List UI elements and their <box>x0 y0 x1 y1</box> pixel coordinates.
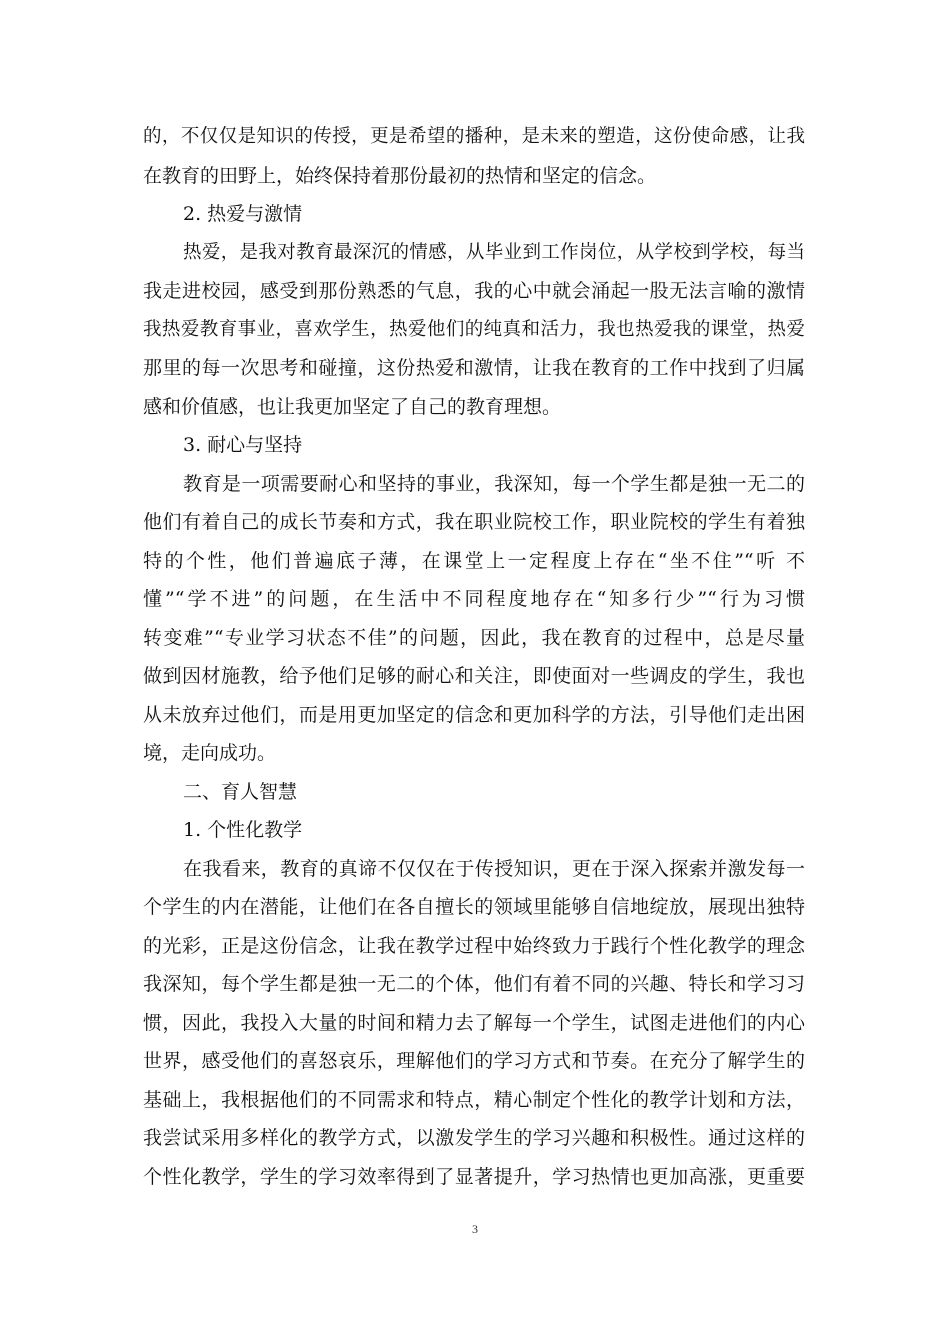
text-line: 我尝试采用多样化的教学方式，以激发学生的学习兴趣和积极性。通过这样的 <box>143 1127 805 1149</box>
text-line: 他们有着自己的成长节奏和方式，我在职业院校工作，职业院校的学生有着独 <box>143 511 805 533</box>
text-line: 热爱，是我对教育最深沉的情感，从毕业到工作岗位，从学校到学校，每当 <box>183 241 805 263</box>
text-line: 的光彩，正是这份信念，让我在教学过程中始终致力于践行个性化教学的理念 <box>143 934 805 957</box>
text-line: 在我看来，教育的真谛不仅仅在于传授知识，更在于深入探索并激发每一 <box>183 857 805 880</box>
text-line: 在教育的田野上，始终保持着那份最初的热情和坚定的信念。 <box>143 164 657 187</box>
text-line: 的，不仅仅是知识的传授，更是希望的播种，是未来的塑造，这份使命感，让我 <box>143 126 805 147</box>
text-line: 那里的每一次思考和碰撞，这份热爱和激情，让我在教育的工作中找到了归属 <box>143 357 805 379</box>
text-line: 特的个性，他们普遍底子薄，在课堂上一定程度上存在“坐不住”“听 不 <box>143 549 805 572</box>
text-line: 惯，因此，我投入大量的时间和精力去了解每一个学生，试图走进他们的内心 <box>143 1011 805 1034</box>
text-line: 3. 耐心与坚持 <box>183 434 303 456</box>
document-body <box>143 118 805 1196</box>
text-line: 境，走向成功。 <box>143 742 277 764</box>
page-number: 3 <box>472 1222 478 1236</box>
text-line: 个性化教学，学生的学习效率得到了显著提升，学习热情也更加高涨，更重要 <box>143 1165 805 1188</box>
text-line: 个学生的内在潜能，让他们在各自擅长的领域里能够自信地绽放，展现出独特 <box>143 896 805 918</box>
text-line: 1. 个性化教学 <box>183 819 303 841</box>
text-line: 从未放弃过他们，而是用更加坚定的信念和更加科学的方法，引导他们走出困 <box>143 703 805 726</box>
text-line: 世界，感受他们的喜怒哀乐，理解他们的学习方式和节奏。在充分了解学生的 <box>143 1050 805 1072</box>
text-line: 教育是一项需要耐心和坚持的事业，我深知，每一个学生都是独一无二的 <box>183 472 805 495</box>
text-line: 懂”“学不进”的问题，在生活中不同程度地存在“知多行少”“行为习惯 <box>143 588 805 610</box>
text-line: 我走进校园，感受到那份熟悉的气息，我的心中就会涌起一股无法言喻的激情 <box>143 280 805 302</box>
text-line: 二、育人智慧 <box>183 780 298 803</box>
text-line: 转变难”“专业学习状态不佳”的问题，因此，我在教育的过程中，总是尽量 <box>143 626 805 649</box>
text-line: 2. 热爱与激情 <box>183 203 303 225</box>
text-line: 我深知，每个学生都是独一无二的个体，他们有着不同的兴趣、特长和学习习 <box>143 973 805 995</box>
text-line: 我热爱教育事业，喜欢学生，热爱他们的纯真和活力，我也热爱我的课堂，热爱 <box>143 318 805 340</box>
text-line: 基础上，我根据他们的不同需求和特点，精心制定个性化的教学计划和方法， <box>143 1088 805 1111</box>
text-line: 感和价值感，也让我更加坚定了自己的教育理想。 <box>143 395 562 418</box>
text-line: 做到因材施教，给予他们足够的耐心和关注，即使面对一些调皮的学生，我也 <box>143 665 805 687</box>
